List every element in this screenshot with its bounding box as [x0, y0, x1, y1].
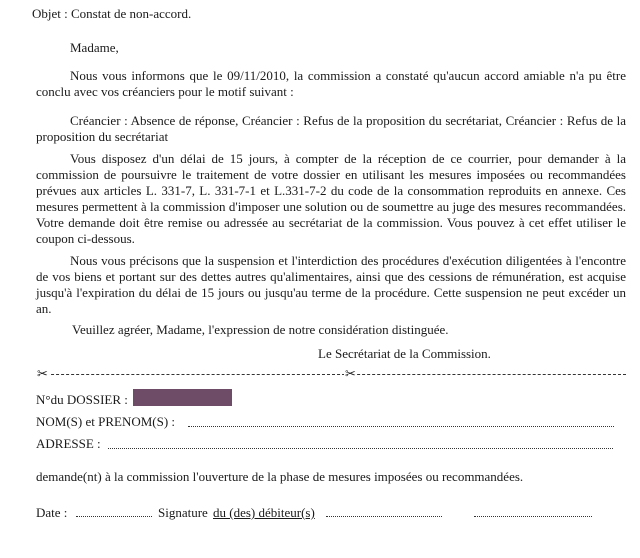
address-label: ADRESSE :	[36, 436, 101, 451]
scissors-icon: ✂	[37, 366, 48, 381]
salutation: Madame,	[70, 40, 119, 55]
date-label: Date :	[36, 505, 68, 520]
name-field[interactable]	[188, 426, 614, 427]
name-label: NOM(S) et PRENOM(S) :	[36, 414, 176, 429]
cut-line	[36, 374, 626, 375]
signature-label: Signature	[158, 505, 208, 520]
object-line: Objet : Constat de non-accord.	[32, 6, 192, 21]
signature-secretariat: Le Secrétariat de la Commission.	[318, 346, 491, 361]
redacted-dossier-number	[133, 389, 232, 406]
paragraph-1: Nous vous informons que le 09/11/2010, la commission a constaté qu'aucun accord amiable n'a pu être conclu avec vos créanciers pour le motif suivant :	[36, 68, 626, 99]
date-field[interactable]	[76, 516, 152, 517]
dossier-label: N°du DOSSIER :	[36, 392, 128, 407]
signature-of-debtors: du (des) débiteur(s)	[213, 505, 315, 520]
scissors-icon: ✂	[345, 366, 356, 381]
paragraph-2: Vous disposez d'un délai de 15 jours, à compter de la réception de ce courrier, pour demander à la commission de poursuivre le traitement de votre dossier en utilisant les mesures imposées ou recommandées prévues aux articles L. 331-7, L. 331-7-1 et L.331-7-2 du code de la consommation reproduits en annexe. Ces mesures permettent à la commission d'imposer une solution ou de soumettre au juge des mesures recommandées. Votre demande doit être remise ou adressée au secrétariat de la commission. Vous pouvez à cet effet utiliser le coupon ci-dessous.	[36, 151, 626, 246]
request-text: demande(nt) à la commission l'ouverture de la phase de mesures imposées ou recommandées.	[36, 469, 524, 484]
signature-field[interactable]	[326, 516, 442, 517]
address-field[interactable]	[108, 448, 613, 449]
paragraph-3: Nous vous précisons que la suspension et l'interdiction des procédures d'exécution diligentées à l'encontre de vos biens et portant sur des dettes autres qu'alimentaires, ainsi que des cessions de rémunération, est acquise jusqu'à l'expiration du délai de 15 jours ou jusqu'au terme de la procédure. Cette suspension ne peut excéder un an.	[36, 253, 626, 316]
reasons-paragraph: Créancier : Absence de réponse, Créancier : Refus de la proposition du secrétariat, Créancier : Refus de la proposition du secrétariat	[36, 113, 626, 144]
signature-field-2[interactable]	[474, 516, 592, 517]
closing-formula: Veuillez agréer, Madame, l'expression de notre considération distinguée.	[72, 322, 449, 337]
